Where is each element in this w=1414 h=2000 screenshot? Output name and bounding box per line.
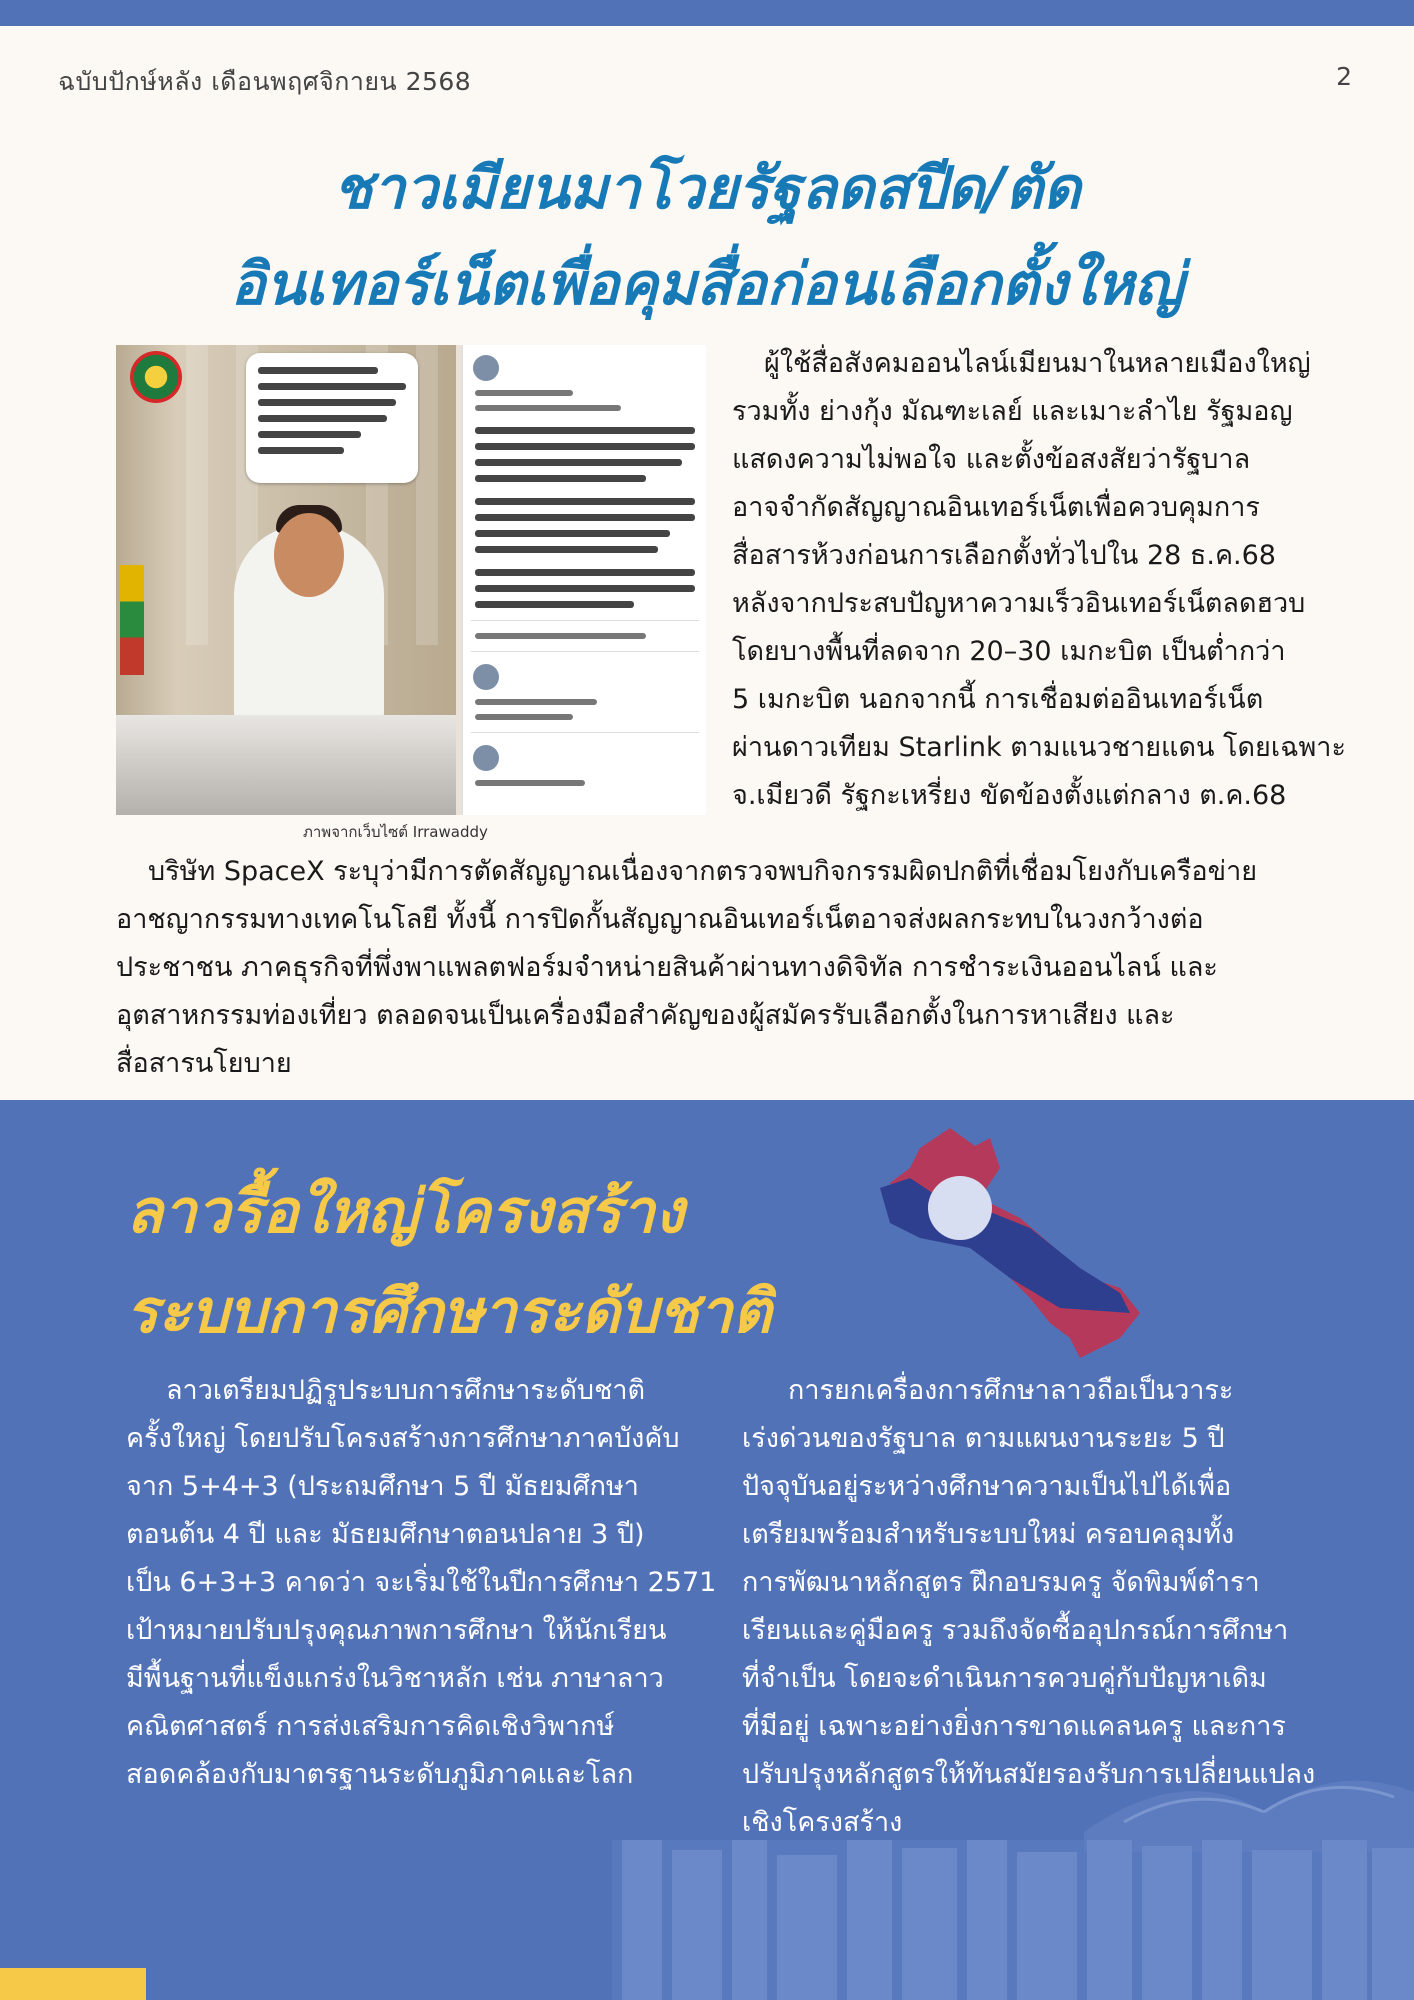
official-portrait-image xyxy=(116,345,456,815)
text-line: อาชญากรรมทางเทคโนโลยี ทั้งนี้ การปิดกั้นสัญญาณอินเทอร์เน็ตอาจส่งผลกระทบในวงกว้างต่อ xyxy=(116,904,1204,935)
laos-map-icon xyxy=(880,1128,1170,1368)
comment-bubble-image xyxy=(246,353,418,483)
issue-label: ฉบับปักษ์หลัง เดือนพฤศจิกายน 2568 xyxy=(58,67,472,96)
text-line: ปัจจุบันอยู่ระหว่างศึกษาความเป็นไปได้เพื่อ xyxy=(742,1471,1232,1502)
article1-title-line: อินเทอร์เน็ตเพื่อคุมสื่อก่อนเลือกตั้งใหญ่ xyxy=(230,250,1184,318)
text-line: ผ่านดาวเทียม Starlink ตามแนวชายแดน โดยเฉพาะ xyxy=(732,732,1346,763)
text-line: เป้าหมายปรับปรุงคุณภาพการศึกษา ให้นักเรียน xyxy=(126,1615,667,1646)
page-number: 2 xyxy=(1336,62,1352,91)
article2-column-left xyxy=(126,1367,717,1799)
text-line: ลาวเตรียมปฏิรูประบบการศึกษาระดับชาติ xyxy=(166,1375,646,1406)
text-line: การพัฒนาหลักสูตร ฝึกอบรมครู จัดพิมพ์ตำรา xyxy=(742,1567,1260,1598)
text-line: อุตสาหกรรมท่องเที่ยว ตลอดจนเป็นเครื่องมือสำคัญของผู้สมัครรับเลือกตั้งในการหาเสียง และ xyxy=(116,1000,1175,1031)
article1-title-line: ชาวเมียนมาโวยรัฐลดสปีด/ตัด xyxy=(333,154,1081,222)
article1-title xyxy=(0,140,1414,332)
article1-intro xyxy=(732,340,1346,820)
text-line: สื่อสารนโยบาย xyxy=(116,1048,292,1079)
text-line: เชิงโครงสร้าง xyxy=(742,1807,903,1838)
text-line: ที่จำเป็น โดยจะดำเนินการควบคู่กับปัญหาเดิม xyxy=(742,1663,1267,1694)
top-accent-bar xyxy=(0,0,1414,26)
article1-body xyxy=(116,848,1306,1088)
text-line: หลังจากประสบปัญหาความเร็วอินเทอร์เน็ตลดฮวบ xyxy=(732,588,1306,619)
text-line: บริษัท SpaceX ระบุว่ามีการตัดสัญญาณเนื่องจากตรวจพบกิจกรรมผิดปกติที่เชื่อมโยงกับเครือข่าย xyxy=(148,856,1258,887)
text-line: ครั้งใหญ่ โดยปรับโครงสร้างการศึกษาภาคบังคับ xyxy=(126,1423,680,1454)
text-line: จาก 5+4+3 (ประถมศึกษา 5 ปี มัธยมศึกษา xyxy=(126,1471,639,1502)
text-line: มีพื้นฐานที่แข็งแกร่งในวิชาหลัก เช่น ภาษาลาว xyxy=(126,1663,664,1694)
text-line: ที่มีอยู่ เฉพาะอย่างยิ่งการขาดแคลนครู และการ xyxy=(742,1711,1286,1742)
text-line: 5 เมกะบิต นอกจากนี้ การเชื่อมต่ออินเทอร์เน็ต xyxy=(732,684,1264,715)
text-line: ผู้ใช้สื่อสังคมออนไลน์เมียนมาในหลายเมืองใหญ่ xyxy=(764,348,1311,379)
text-line: ประชาชน ภาคธุรกิจที่พึ่งพาแพลตฟอร์มจำหน่ายสินค้าผ่านทางดิจิทัล การชำระเงินออนไลน์ และ xyxy=(116,952,1218,983)
text-line: โดยบางพื้นที่ลดจาก 20–30 เมกะบิต เป็นต่ำกว่า xyxy=(732,636,1286,667)
text-line: สื่อสารห้วงก่อนการเลือกตั้งทั่วไปใน 28 ธ.ค.68 xyxy=(732,540,1276,571)
article2-title-line: ลาวรื้อใหญ่โครงสร้าง xyxy=(126,1177,685,1247)
text-line: รวมทั้ง ย่างกุ้ง มัณฑะเลย์ และเมาะลำไย รัฐมอญ xyxy=(732,396,1293,427)
person-head xyxy=(274,513,344,597)
text-line: เรียนและคู่มือครู รวมถึงจัดซื้ออุปกรณ์การศึกษา xyxy=(742,1615,1289,1646)
text-line: ตอนต้น 4 ปี และ มัธยมศึกษาตอนปลาย 3 ปี) xyxy=(126,1519,645,1550)
text-line: อาจจำกัดสัญญาณอินเทอร์เน็ตเพื่อควบคุมการ xyxy=(732,492,1260,523)
text-line: จ.เมียวดี รัฐกะเหรี่ยง ขัดข้องตั้งแต่กลาง ต.ค.68 xyxy=(732,780,1287,811)
text-line: แสดงความไม่พอใจ และตั้งข้อสงสัยว่ารัฐบาล xyxy=(732,444,1251,475)
article1-photo xyxy=(116,345,706,815)
photo-caption: ภาพจากเว็บไซต์ Irrawaddy xyxy=(303,823,488,841)
text-line: เร่งด่วนของรัฐบาล ตามแผนงานระยะ 5 ปี xyxy=(742,1423,1225,1454)
emblem-icon xyxy=(130,351,182,403)
text-line: เตรียมพร้อมสำหรับระบบใหม่ ครอบคลุมทั้ง xyxy=(742,1519,1235,1550)
text-line: การยกเครื่องการศึกษาลาวถือเป็นวาระ xyxy=(788,1375,1234,1406)
avatar xyxy=(473,664,499,690)
article2-title xyxy=(126,1162,771,1362)
books-watermark-icon xyxy=(612,1840,1414,2000)
text-line: สอดคล้องกับมาตรฐานระดับภูมิภาคและโลก xyxy=(126,1759,634,1790)
footer-accent-tab xyxy=(0,1968,146,2000)
facebook-post-image xyxy=(462,345,706,815)
text-line: เป็น 6+3+3 คาดว่า จะเริ่มใช้ในปีการศึกษา 2571 xyxy=(126,1567,717,1598)
article2-title-line: ระบบการศึกษาระดับชาติ xyxy=(126,1277,772,1347)
avatar xyxy=(473,355,499,381)
text-line: คณิตศาสตร์ การส่งเสริมการคิดเชิงวิพากษ์ xyxy=(126,1711,615,1742)
article2-column-right xyxy=(742,1367,1322,1847)
flag-icon xyxy=(120,565,144,675)
text-line: ปรับปรุงหลักสูตรให้ทันสมัยรองรับการเปลี่ยนแปลง xyxy=(742,1759,1316,1790)
avatar xyxy=(473,745,499,771)
